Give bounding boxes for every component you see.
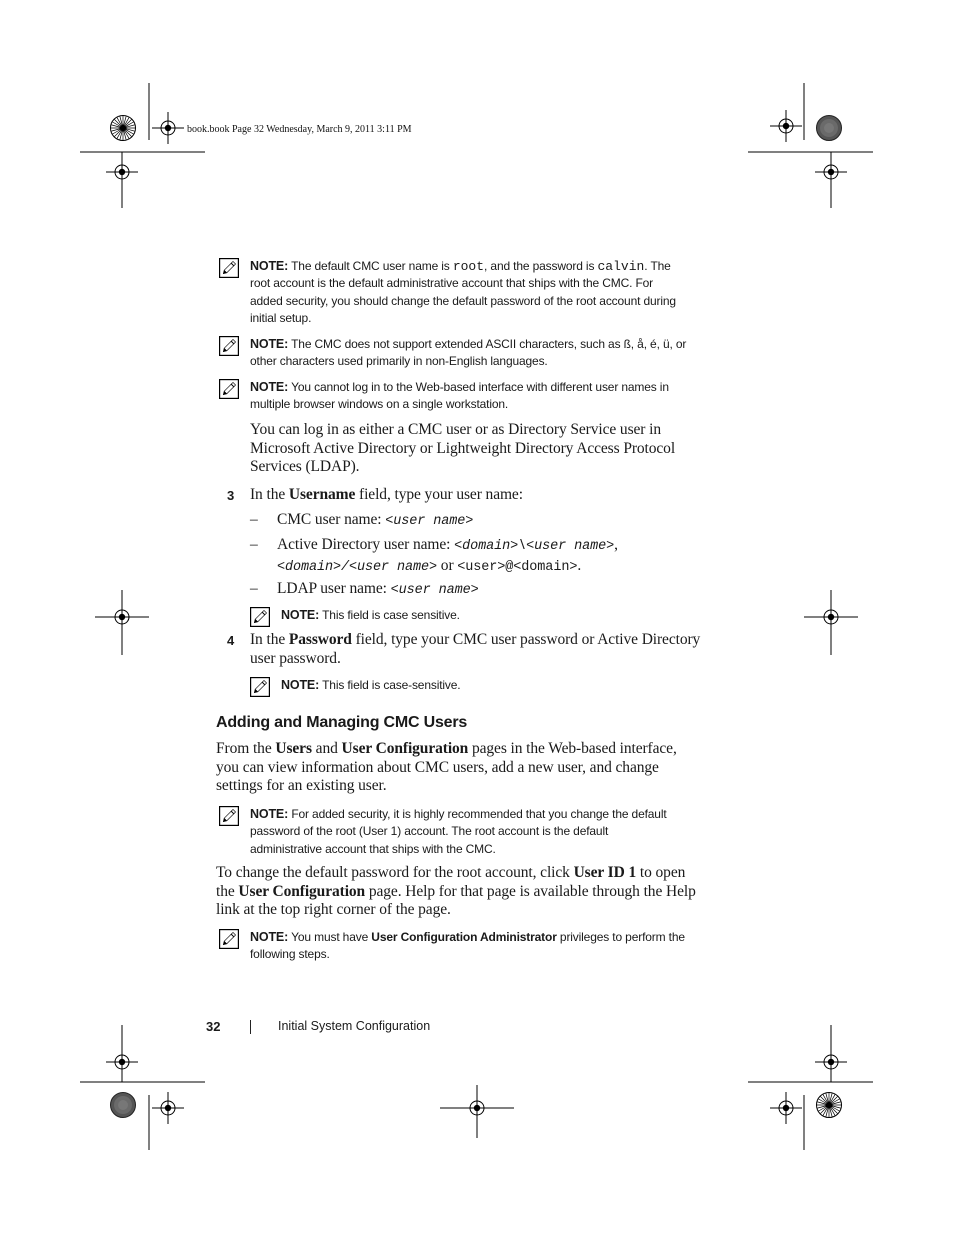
note-pencil-icon — [219, 379, 239, 399]
cmc-username-item: CMC user name: <user name> — [277, 511, 474, 529]
note-pencil-icon — [219, 258, 239, 278]
section-heading: Adding and Managing CMC Users — [216, 714, 468, 731]
print-slug: book.book Page 32 Wednesday, March 9, 2011 3:11 PM — [187, 124, 412, 135]
note-label: NOTE: — [250, 259, 289, 273]
note-pencil-icon — [219, 929, 239, 949]
change-password-paragraph: To change the default password for the root account, click User ID 1 to open the User Configuration page. Help for that page is available through the Help link at the top right corner of the page. — [216, 864, 696, 919]
step-3-text: In the Username field, type your user name: — [250, 486, 523, 503]
step-number: 4 — [227, 633, 235, 648]
page-number: 32 — [206, 1019, 221, 1034]
note-label: NOTE: — [250, 807, 289, 821]
note-label: NOTE: — [281, 608, 320, 622]
footer-section-title: Initial System Configuration — [278, 1019, 431, 1033]
ldap-username-item: LDAP user name: <user name> — [277, 580, 479, 598]
step-number: 3 — [227, 488, 235, 503]
note-pencil-icon — [250, 677, 270, 697]
note-label: NOTE: — [281, 678, 320, 692]
list-bullet: – — [250, 511, 258, 528]
note-label: NOTE: — [250, 380, 289, 394]
note-pencil-icon — [219, 806, 239, 826]
step-4-text: In the Password field, type your CMC user password or Active Directory user password. — [250, 631, 701, 667]
login-paragraph: You can log in as either a CMC user or as Directory Service user in Microsoft Active Directory or Lightweight Directory Access Protocol Services (LDAP). — [250, 421, 676, 476]
footer-divider — [250, 1020, 251, 1034]
note-pencil-icon — [219, 336, 239, 356]
ad-username-item: Active Directory user name: <domain>\<user name>, <domain>/<user name> or <user>@<domain>. — [277, 536, 618, 575]
note-label: NOTE: — [250, 930, 289, 944]
list-bullet: – — [250, 536, 258, 553]
users-paragraph: From the Users and User Configuration pages in the Web-based interface, you can view information about CMC users, add a new user, and change settings for an existing user. — [216, 740, 677, 795]
note-pencil-icon — [250, 607, 270, 627]
note-label: NOTE: — [250, 337, 289, 351]
list-bullet: – — [250, 580, 258, 597]
